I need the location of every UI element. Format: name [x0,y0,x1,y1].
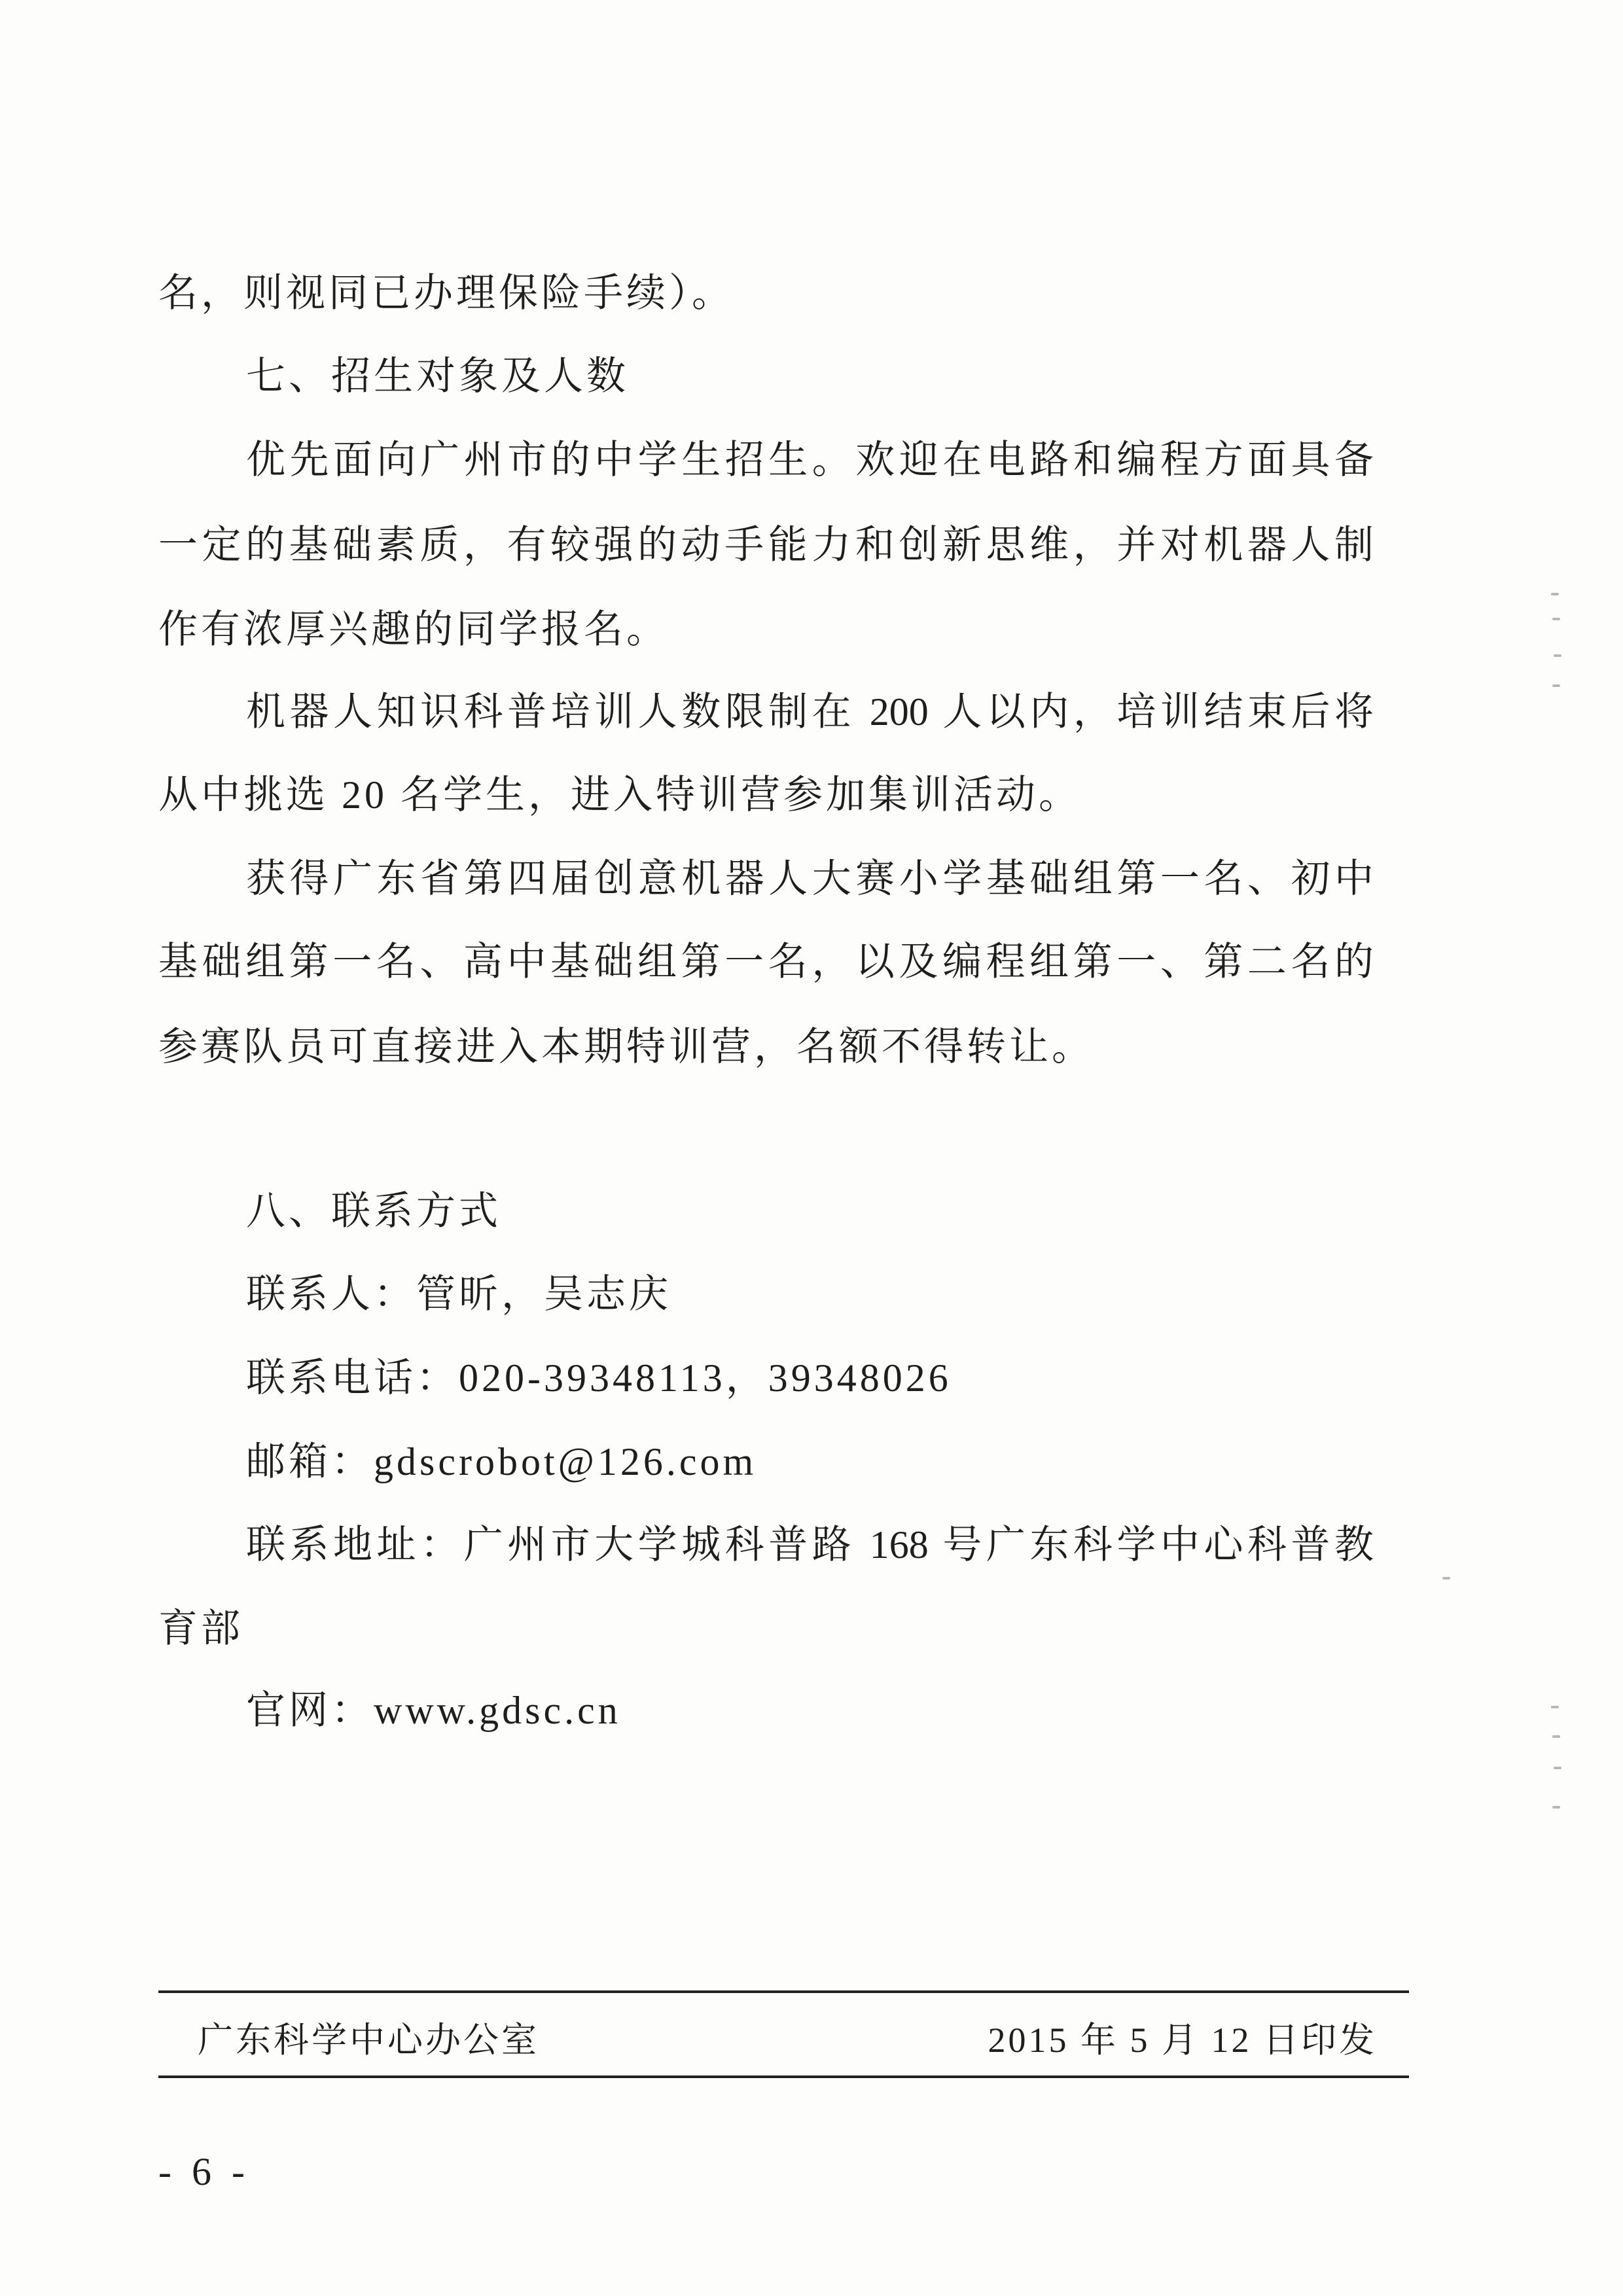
contact-phone: 联系电话：020-39348113，39348026 [246,1356,952,1400]
contact-person: 联系人：管昕，吴志庆 [246,1273,671,1316]
paragraph-line: 基础组第一名、高中基础组第一名，以及编程组第一、第二名的 [158,940,1374,983]
scan-speck [1554,1767,1561,1769]
scan-speck [1442,1577,1450,1580]
page-number: - 6 - [158,2150,250,2193]
contact-address-line: 育部 [158,1607,243,1650]
scan-speck [1552,1735,1560,1738]
paragraph-line: 参赛队员可直接进入本期特训营，名额不得转让。 [158,1025,1094,1069]
paragraph-line: 机器人知识科普培训人数限制在 200 人以内，培训结束后将 [246,690,1374,733]
scan-speck [1552,618,1560,620]
footer-bottom-rule [158,2075,1409,2078]
paragraph-line: 一定的基础素质，有较强的动手能力和创新思维，并对机器人制 [158,523,1374,567]
scan-speck [1552,1806,1560,1809]
paragraph-line: 优先面向广州市的中学生招生。欢迎在电路和编程方面具备 [246,438,1374,482]
scan-speck [1554,654,1561,657]
continuation-line: 名，则视同已办理保险手续）。 [158,272,734,315]
paragraph-line: 作有浓厚兴趣的同学报名。 [158,608,669,651]
scan-speck [1551,593,1559,595]
footer-issue-date: 2015 年 5 月 12 日印发 [988,2021,1377,2060]
section-8-heading: 八、联系方式 [246,1190,501,1233]
contact-address-line: 联系地址：广州市大学城科普路 168 号广东科学中心科普教 [246,1523,1374,1566]
contact-website: 官网：www.gdsc.cn [246,1689,621,1732]
scan-speck [1551,1706,1559,1708]
paragraph-line: 从中挑选 20 名学生，进入特训营参加集训活动。 [158,773,1081,817]
paragraph-line: 获得广东省第四届创意机器人大赛小学基础组第一名、初中 [246,857,1374,900]
footer-issuer: 广东科学中心办公室 [198,2021,539,2060]
footer-top-rule [158,1990,1409,1993]
scan-speck [1552,684,1560,687]
contact-email: 邮箱：gdscrobot@126.com [246,1440,757,1483]
section-7-heading: 七、招生对象及人数 [246,355,629,398]
